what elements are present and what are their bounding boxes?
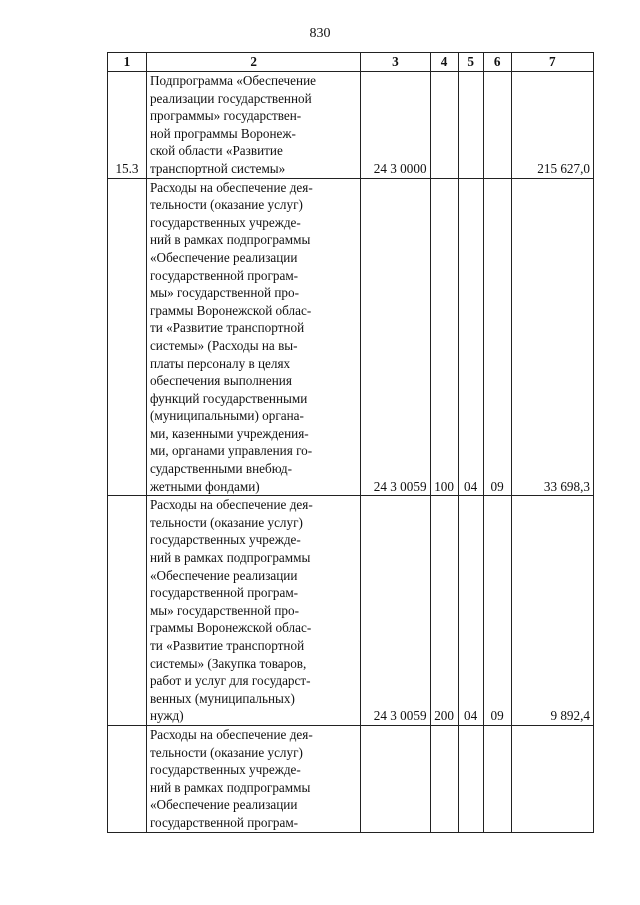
row-name: Расходы на обеспечение дея- тельности (оказание услуг) государственных учрежде- ний в рамках подпрограммы «Обеспечение реализации государственной програм- мы» государственной про- граммы Воронежской облас- ти «Развитие транспортной системы» (Закупка товаров, работ и услуг для государст- венных (муниципальных) нужд) bbox=[146, 496, 360, 726]
header-col-6: 6 bbox=[483, 53, 511, 72]
table-row bbox=[108, 72, 594, 179]
row-col-6: 09 bbox=[483, 178, 511, 496]
header-col-7: 7 bbox=[511, 53, 593, 72]
row-code: 24 3 0059 bbox=[361, 178, 430, 496]
row-col-6: 09 bbox=[483, 496, 511, 726]
row-col-6 bbox=[483, 725, 511, 832]
header-col-5: 5 bbox=[458, 53, 483, 72]
row-amount: 215 627,0 bbox=[511, 72, 593, 179]
header-col-1: 1 bbox=[108, 53, 147, 72]
row-name: Расходы на обеспечение дея- тельности (оказание услуг) государственных учрежде- ний в рамках подпрограммы «Обеспечение реализации государственной програм- bbox=[146, 725, 360, 832]
page-number: 830 bbox=[309, 26, 331, 41]
row-amount: 33 698,3 bbox=[511, 178, 593, 496]
row-number: 15.3 bbox=[108, 72, 147, 179]
table-row bbox=[108, 496, 594, 726]
row-name: Расходы на обеспечение дея- тельности (оказание услуг) государственных учрежде- ний в рамках подпрограммы «Обеспечение реализации государственной програм- мы» государственной про- граммы Воронежской облас- ти «Развитие транспортной системы» (Расходы на вы- платы персоналу в целях обеспечения выполнения функций государственными (муниципальными) органа- ми, казенными учреждения- ми, органами управления го- сударственными внебюд- жетными фондами) bbox=[146, 178, 360, 496]
row-amount: 9 892,4 bbox=[511, 496, 593, 726]
row-name: Подпрограмма «Обеспечение реализации государственной программы» государствен- ной программы Воронеж- ской области «Развитие транспортной системы» bbox=[146, 72, 360, 179]
row-number bbox=[108, 725, 147, 832]
header-row bbox=[108, 53, 594, 72]
row-col-4 bbox=[430, 725, 458, 832]
header-col-3: 3 bbox=[361, 53, 430, 72]
row-amount bbox=[511, 725, 593, 832]
row-code: 24 3 0059 bbox=[361, 496, 430, 726]
header-col-4: 4 bbox=[430, 53, 458, 72]
row-col-5 bbox=[458, 72, 483, 179]
budget-table bbox=[107, 52, 594, 833]
row-col-4: 200 bbox=[430, 496, 458, 726]
row-number bbox=[108, 496, 147, 726]
row-col-5 bbox=[458, 725, 483, 832]
row-col-6 bbox=[483, 72, 511, 179]
row-code bbox=[361, 725, 430, 832]
row-col-4 bbox=[430, 72, 458, 179]
header-col-2: 2 bbox=[146, 53, 360, 72]
row-col-5: 04 bbox=[458, 496, 483, 726]
table-row bbox=[108, 178, 594, 496]
row-col-4: 100 bbox=[430, 178, 458, 496]
row-col-5: 04 bbox=[458, 178, 483, 496]
table-row bbox=[108, 725, 594, 832]
row-number bbox=[108, 178, 147, 496]
row-code: 24 3 0000 bbox=[361, 72, 430, 179]
